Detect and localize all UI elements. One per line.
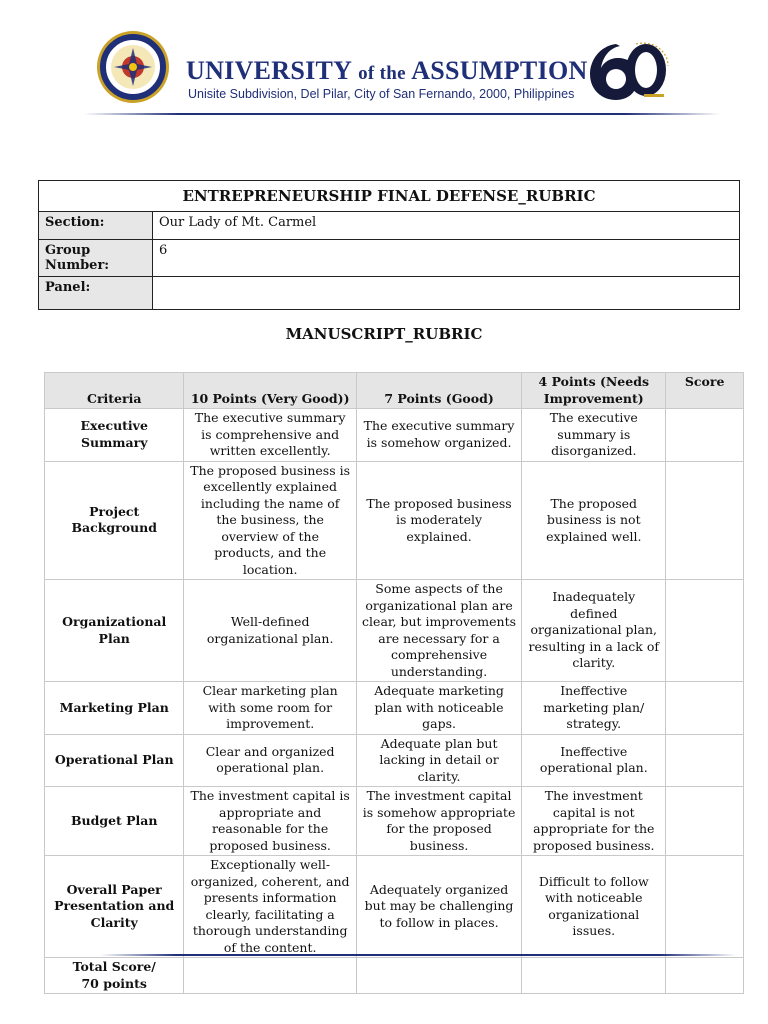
needs-improvement-cell: Difficult to follow with noticeable organizational issues. bbox=[522, 856, 666, 958]
very-good-cell: Exceptionally well-organized, coherent, and presents information clearly, facilitating a thorough understanding of the content. bbox=[184, 856, 356, 958]
very-good-cell: The investment capital is appropriate and reasonable for the proposed business. bbox=[184, 787, 356, 856]
needs-improvement-cell: The proposed business is not explained well. bbox=[522, 461, 666, 580]
needs-improvement-cell: The investment capital is not appropriate for the proposed business. bbox=[522, 787, 666, 856]
needs-improvement-cell: Ineffective marketing plan/ strategy. bbox=[522, 682, 666, 735]
group-number-label: Group Number: bbox=[39, 240, 153, 277]
table-row bbox=[45, 461, 744, 580]
good-cell: Adequate marketing plan with noticeable gaps. bbox=[356, 682, 521, 735]
very-good-cell: Clear and organized operational plan. bbox=[184, 734, 356, 787]
score-cell[interactable] bbox=[666, 787, 744, 856]
table-row bbox=[45, 856, 744, 958]
criteria-cell: Organizational Plan bbox=[45, 580, 184, 682]
criteria-cell: Overall Paper Presentation and Clarity bbox=[45, 856, 184, 958]
very-good-cell: The proposed business is excellently explained including the name of the business, the overview of the products, and the location. bbox=[184, 461, 356, 580]
rubric-header-row bbox=[45, 373, 744, 409]
info-table bbox=[38, 180, 740, 310]
score-cell[interactable] bbox=[666, 856, 744, 958]
section-value: Our Lady of Mt. Carmel bbox=[153, 212, 740, 240]
total-good-cell bbox=[356, 958, 521, 994]
very-good-cell: Well-defined organizational plan. bbox=[184, 580, 356, 682]
table-row bbox=[45, 787, 744, 856]
total-score-cell[interactable] bbox=[666, 958, 744, 994]
criteria-cell: Project Background bbox=[45, 461, 184, 580]
header-10-points: 10 Points (Very Good)) bbox=[184, 373, 356, 409]
good-cell: Some aspects of the organizational plan are clear, but improvements are necessary for a comprehensive understanding. bbox=[356, 580, 521, 682]
good-cell: Adequately organized but may be challenging to follow in places. bbox=[356, 856, 521, 958]
panel-label: Panel: bbox=[39, 277, 153, 310]
header-score: Score bbox=[666, 373, 744, 409]
criteria-cell: Operational Plan bbox=[45, 734, 184, 787]
60th-anniversary-logo-icon bbox=[586, 36, 670, 104]
very-good-cell: Clear marketing plan with some room for improvement. bbox=[184, 682, 356, 735]
good-cell: Adequate plan but lacking in detail or clarity. bbox=[356, 734, 521, 787]
criteria-cell: Executive Summary bbox=[45, 409, 184, 462]
score-cell[interactable] bbox=[666, 682, 744, 735]
score-cell[interactable] bbox=[666, 734, 744, 787]
table-row bbox=[45, 682, 744, 735]
university-name: UNIVERSITY of the ASSUMPTION bbox=[186, 56, 588, 85]
table-row bbox=[45, 734, 744, 787]
table-row bbox=[45, 409, 744, 462]
criteria-cell: Marketing Plan bbox=[45, 682, 184, 735]
good-cell: The investment capital is somehow appropriate for the proposed business. bbox=[356, 787, 521, 856]
university-seal-icon bbox=[96, 30, 170, 104]
good-cell: The proposed business is moderately explained. bbox=[356, 461, 521, 580]
footer-rule bbox=[100, 954, 736, 956]
header-7-points: 7 Points (Good) bbox=[356, 373, 521, 409]
section-label: Section: bbox=[39, 212, 153, 240]
defense-rubric-title: ENTREPRENEURSHIP FINAL DEFENSE_RUBRIC bbox=[39, 181, 740, 212]
manuscript-rubric-title: MANUSCRIPT_RUBRIC bbox=[285, 325, 483, 343]
header-criteria: Criteria bbox=[45, 373, 184, 409]
good-cell: The executive summary is somehow organized. bbox=[356, 409, 521, 462]
total-needs-improvement-cell bbox=[522, 958, 666, 994]
header-rule bbox=[84, 113, 720, 115]
score-cell[interactable] bbox=[666, 409, 744, 462]
needs-improvement-cell: The executive summary is disorganized. bbox=[522, 409, 666, 462]
score-cell[interactable] bbox=[666, 461, 744, 580]
total-very-good-cell bbox=[184, 958, 356, 994]
total-score-label: Total Score/ 70 points bbox=[45, 958, 184, 994]
needs-improvement-cell: Ineffective operational plan. bbox=[522, 734, 666, 787]
total-score-row bbox=[45, 958, 744, 994]
score-cell[interactable] bbox=[666, 580, 744, 682]
group-number-value: 6 bbox=[153, 240, 740, 277]
rubric-table bbox=[44, 372, 744, 994]
criteria-cell: Budget Plan bbox=[45, 787, 184, 856]
header-4-points: 4 Points (Needs Improvement) bbox=[522, 373, 666, 409]
needs-improvement-cell: Inadequately defined organizational plan, resulting in a lack of clarity. bbox=[522, 580, 666, 682]
letterhead bbox=[0, 0, 768, 130]
university-address: Unisite Subdivision, Del Pilar, City of San Fernando, 2000, Philippines bbox=[188, 87, 575, 101]
panel-value bbox=[153, 277, 740, 310]
very-good-cell: The executive summary is comprehensive and written excellently. bbox=[184, 409, 356, 462]
table-row bbox=[45, 580, 744, 682]
